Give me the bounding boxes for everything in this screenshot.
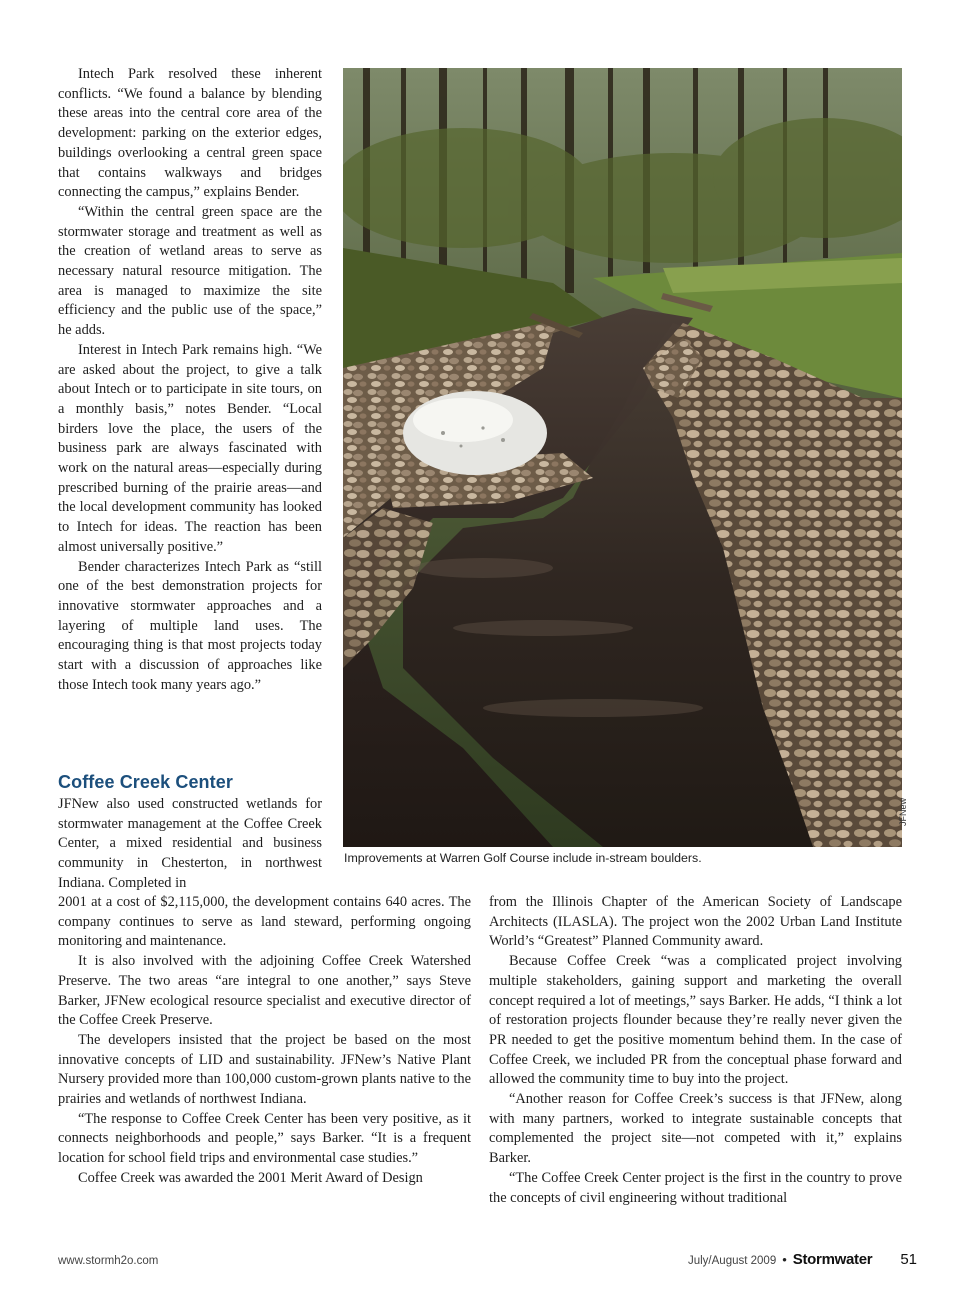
article-column-bottom-left <box>58 893 471 1189</box>
wrap-paragraph: JFNew also used constructed wetlands for stormwater management at the Coffee Creek Center, a mixed residential and business community in Chesterton, in northwest Indiana. Completed in <box>58 796 322 891</box>
article-column-bottom-right <box>489 893 902 1208</box>
page-number: 51 <box>900 1251 917 1268</box>
paragraph: It is also involved with the adjoining Coffee Creek Watershed Preserve. The two areas “are integral to one another,” says Steve Barker, JFNew ecological resource specialist and executive director of the Coffee Creek Preserve. <box>58 953 471 1029</box>
photo-credit: JFNew <box>898 797 908 826</box>
photo-caption: Improvements at Warren Golf Course include in-stream boulders. <box>344 851 702 865</box>
article-column-top-left <box>58 65 322 696</box>
paragraph: “The response to Coffee Creek Center has been very positive, as it connects neighborhoods and people,” says Barker. “It is a frequent location for school field trips and environmental case studies.” <box>58 1110 471 1167</box>
paragraph: 2001 at a cost of $2,115,000, the development contains 640 acres. The company continues to serve as land steward, performing ongoing monitoring and maintenance. <box>58 894 471 950</box>
footer-url: www.stormh2o.com <box>58 1255 159 1267</box>
paragraph: “Another reason for Coffee Creek’s success is that JFNew, along with many partners, worked to integrate sustainable concepts that complemented the project site—not competed with it,” explains Barker. <box>489 1091 902 1167</box>
creek-photo <box>343 68 902 847</box>
magazine-name: Stormwater <box>792 1251 873 1268</box>
paragraph: “Within the central green space are the stormwater storage and treatment as well as the creation of wetland areas to serve as necessary natural resource mitigation. The area is managed to maximize the site efficiency and the public use of the space,” he adds. <box>58 203 322 339</box>
paragraph: Coffee Creek was awarded the 2001 Merit Award of Design <box>78 1169 423 1186</box>
paragraph: Bender characterizes Intech Park as “still one of the best demonstration projects for innovative stormwater approaches and a layering of multiple land uses. The encouraging thing is that most projects today start with a discussion of approaches like those Intech took many years ago.” <box>58 558 322 693</box>
paragraph: from the Illinois Chapter of the American Society of Landscape Architects (ILASLA). The project won the 2002 Urban Land Institute World’s “Greatest” Planned Community award. <box>489 894 902 950</box>
paragraph: Because Coffee Creek “was a complicated project involving multiple stakeholders, gaining support and marketing the overall concept required a lot of meetings,” says Barker. He adds, “I think a lot of restoration projects flounder because they’re really never given the PR needed to get the positive momentum behind them. In the case of Coffee Creek, we included PR from the conceptual phase forward and allowed the community time to buy into the project. <box>489 953 902 1088</box>
paragraph: Intech Park resolved these inherent conflicts. “We found a balance by blending these areas into the central core area of the development: parking on the exterior edges, buildings overlooking a central green space that contains walkways and bridges connecting the campus,” explains Bender. <box>58 66 322 201</box>
paragraph: The developers insisted that the project be based on the most innovative concepts of LID and sustainability. JFNew’s Native Plant Nursery provided more than 100,000 custom-grown plants native to the prairies and wetlands of northwest Indiana. <box>58 1031 471 1108</box>
section-heading: Coffee Creek Center <box>58 772 233 792</box>
footer-issue-info <box>688 1251 917 1268</box>
bullet-separator: • <box>782 1252 787 1267</box>
issue-date: July/August 2009 <box>687 1255 777 1267</box>
paragraph: “The Coffee Creek Center project is the first in the country to prove the concepts of civil engineering without traditional <box>489 1169 902 1206</box>
paragraph: Interest in Intech Park remains high. “We are asked about the project, to give a talk about Intech or to participate in site tours, on a monthly basis,” notes Bender. “Local birders love the place, the users of the business park are always fascinated with work on the natural areas—especially during prescribed burning of the prairie areas—and the local development community has looked to Intech for ideas. The reaction has been almost universally positive.” <box>58 341 322 555</box>
